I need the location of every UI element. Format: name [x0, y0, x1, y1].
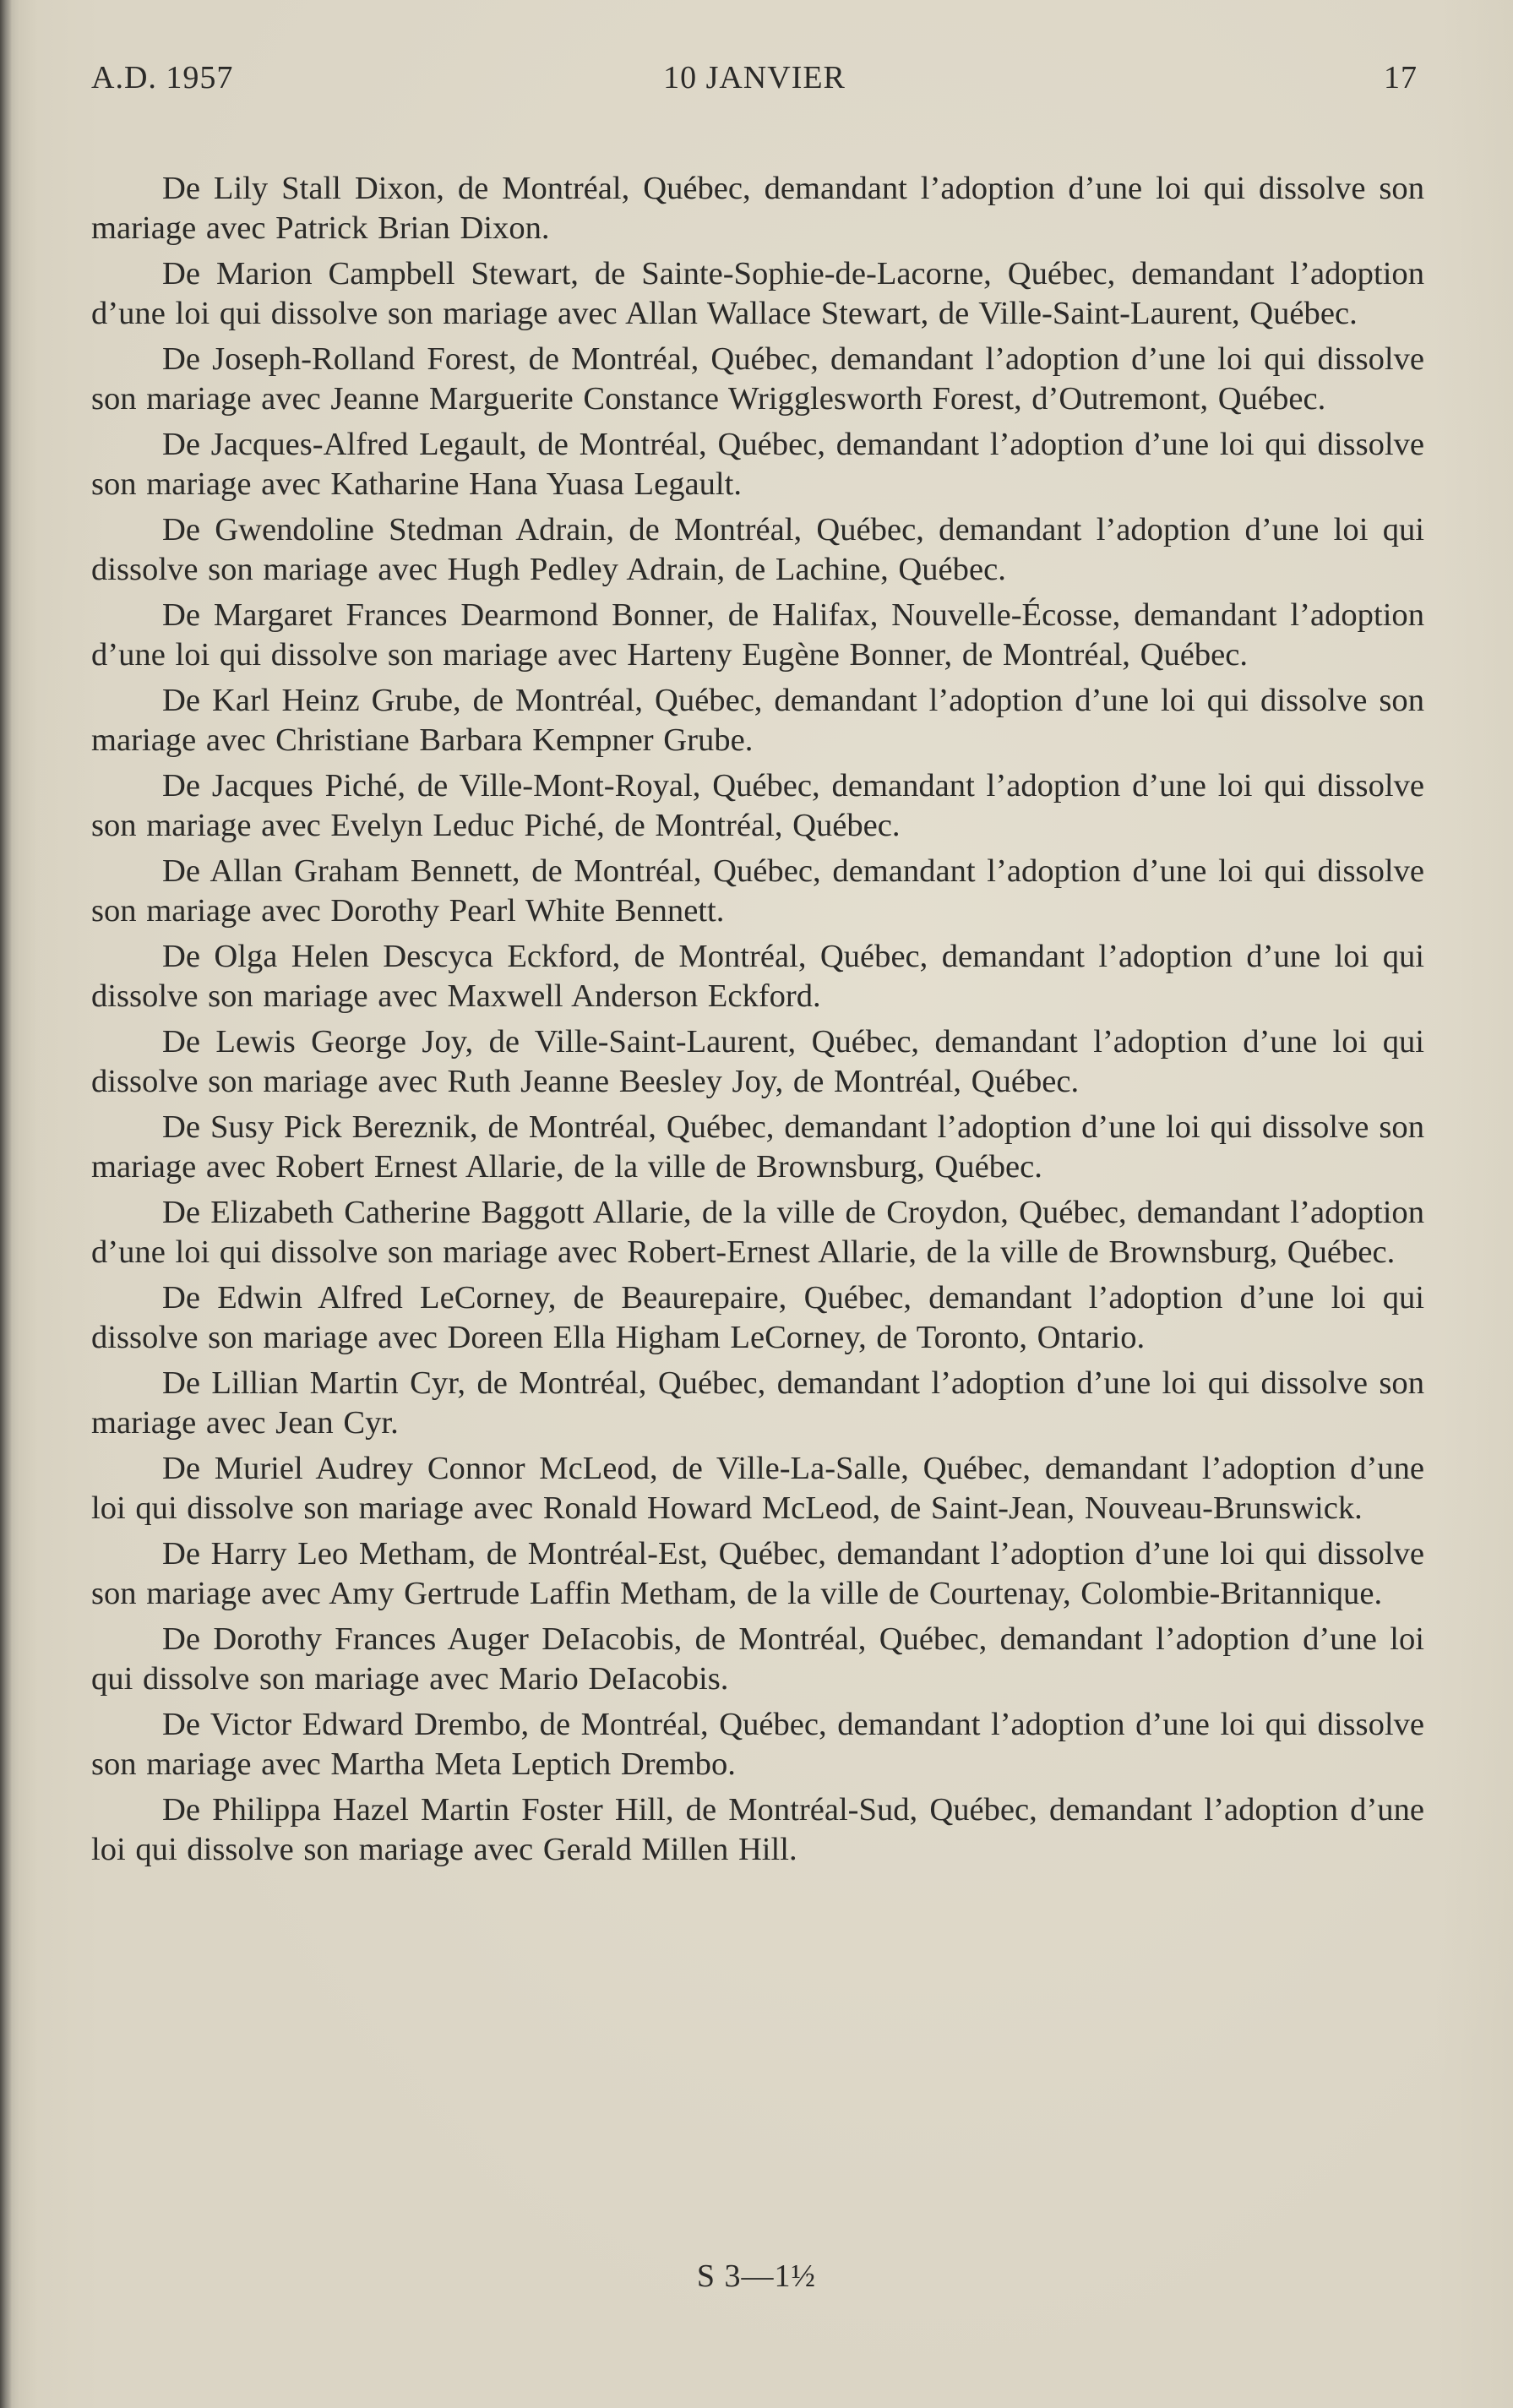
petition-paragraph: De Gwendoline Stedman Adrain, de Montréal, Québec, demandant l’adoption d’une loi qui dissolve son mariage avec Hugh Pedley Adrain, de Lachine, Québec.: [91, 512, 1424, 587]
petition-paragraph: De Victor Edward Drembo, de Montréal, Québec, demandant l’adoption d’une loi qui dissolve son mariage avec Martha Meta Leptich Drembo.: [91, 1707, 1424, 1782]
petition-paragraph: De Edwin Alfred LeCorney, de Beaurepaire, Québec, demandant l’adoption d’une loi qui dissolve son mariage avec Doreen Ella Higham LeCorney, de Toronto, Ontario.: [91, 1280, 1424, 1355]
petition-paragraph: De Susy Pick Bereznik, de Montréal, Québec, demandant l’adoption d’une loi qui dissolve son mariage avec Robert Ernest Allarie, de la ville de Brownsburg, Québec.: [91, 1109, 1424, 1185]
petition-paragraph: De Jacques-Alfred Legault, de Montréal, Québec, demandant l’adoption d’une loi qui dissolve son mariage avec Katharine Hana Yuasa Legault.: [91, 427, 1424, 502]
petition-paragraph: De Jacques Piché, de Ville-Mont-Royal, Québec, demandant l’adoption d’une loi qui dissolve son mariage avec Evelyn Leduc Piché, de Montréal, Québec.: [91, 768, 1424, 843]
binding-edge: [0, 0, 12, 2408]
running-head: [91, 59, 1418, 101]
petition-paragraph: De Marion Campbell Stewart, de Sainte-Sophie-de-Lacorne, Québec, demandant l’adoption d’une loi qui dissolve son mariage avec Allan Wallace Stewart, de Ville-Saint-Laurent, Québec.: [91, 256, 1424, 331]
petition-paragraph: De Karl Heinz Grube, de Montréal, Québec, demandant l’adoption d’une loi qui dissolve son mariage avec Christiane Barbara Kempner Grube.: [91, 683, 1424, 758]
petition-paragraph: De Elizabeth Catherine Baggott Allarie, de la ville de Croydon, Québec, demandant l’adoption d’une loi qui dissolve son mariage avec Robert-Ernest Allarie, de la ville de Brownsburg, Québec.: [91, 1195, 1424, 1270]
petition-paragraph: De Harry Leo Metham, de Montréal-Est, Québec, demandant l’adoption d’une loi qui dissolve son mariage avec Amy Gertrude Laffin Metham, de la ville de Courtenay, Colombie-Britannique.: [91, 1536, 1424, 1611]
petition-paragraph: De Allan Graham Bennett, de Montréal, Québec, demandant l’adoption d’une loi qui dissolve son mariage avec Dorothy Pearl White Bennett.: [91, 853, 1424, 929]
petition-paragraph: De Olga Helen Descyca Eckford, de Montréal, Québec, demandant l’adoption d’une loi qui dissolve son mariage avec Maxwell Anderson Eckford.: [91, 939, 1424, 1014]
petition-paragraph: De Margaret Frances Dearmond Bonner, de Halifax, Nouvelle-Écosse, demandant l’adoption d’une loi qui dissolve son mariage avec Harteny Eugène Bonner, de Montréal, Québec.: [91, 597, 1424, 673]
petition-paragraph: De Muriel Audrey Connor McLeod, de Ville-La-Salle, Québec, demandant l’adoption d’une loi qui dissolve son mariage avec Ronald Howard McLeod, de Saint-Jean, Nouveau-Brunswick.: [91, 1451, 1424, 1526]
page-number: 17: [1384, 60, 1418, 95]
header-year: A.D. 1957: [91, 60, 234, 95]
petition-paragraph: De Lillian Martin Cyr, de Montréal, Québec, demandant l’adoption d’une loi qui dissolve son mariage avec Jean Cyr.: [91, 1365, 1424, 1441]
petition-paragraph: De Lewis George Joy, de Ville-Saint-Laurent, Québec, demandant l’adoption d’une loi qui dissolve son mariage avec Ruth Jeanne Beesley Joy, de Montréal, Québec.: [91, 1024, 1424, 1099]
petition-paragraph: De Joseph-Rolland Forest, de Montréal, Québec, demandant l’adoption d’une loi qui dissolve son mariage avec Jeanne Marguerite Constance Wrigglesworth Forest, d’Outremont, Québec.: [91, 341, 1424, 417]
petition-paragraph: De Lily Stall Dixon, de Montréal, Québec, demandant l’adoption d’une loi qui dissolve son mariage avec Patrick Brian Dixon.: [91, 171, 1424, 246]
petition-list: [91, 169, 1424, 1876]
petition-paragraph: De Philippa Hazel Martin Foster Hill, de Montréal-Sud, Québec, demandant l’adoption d’une loi qui dissolve son mariage avec Gerald Millen Hill.: [91, 1792, 1424, 1867]
header-date: 10 JANVIER: [663, 60, 846, 95]
signature-mark: S 3—1½: [696, 2258, 817, 2294]
petition-paragraph: De Dorothy Frances Auger DeIacobis, de Montréal, Québec, demandant l’adoption d’une loi qui dissolve son mariage avec Mario DeIacobis.: [91, 1621, 1424, 1697]
